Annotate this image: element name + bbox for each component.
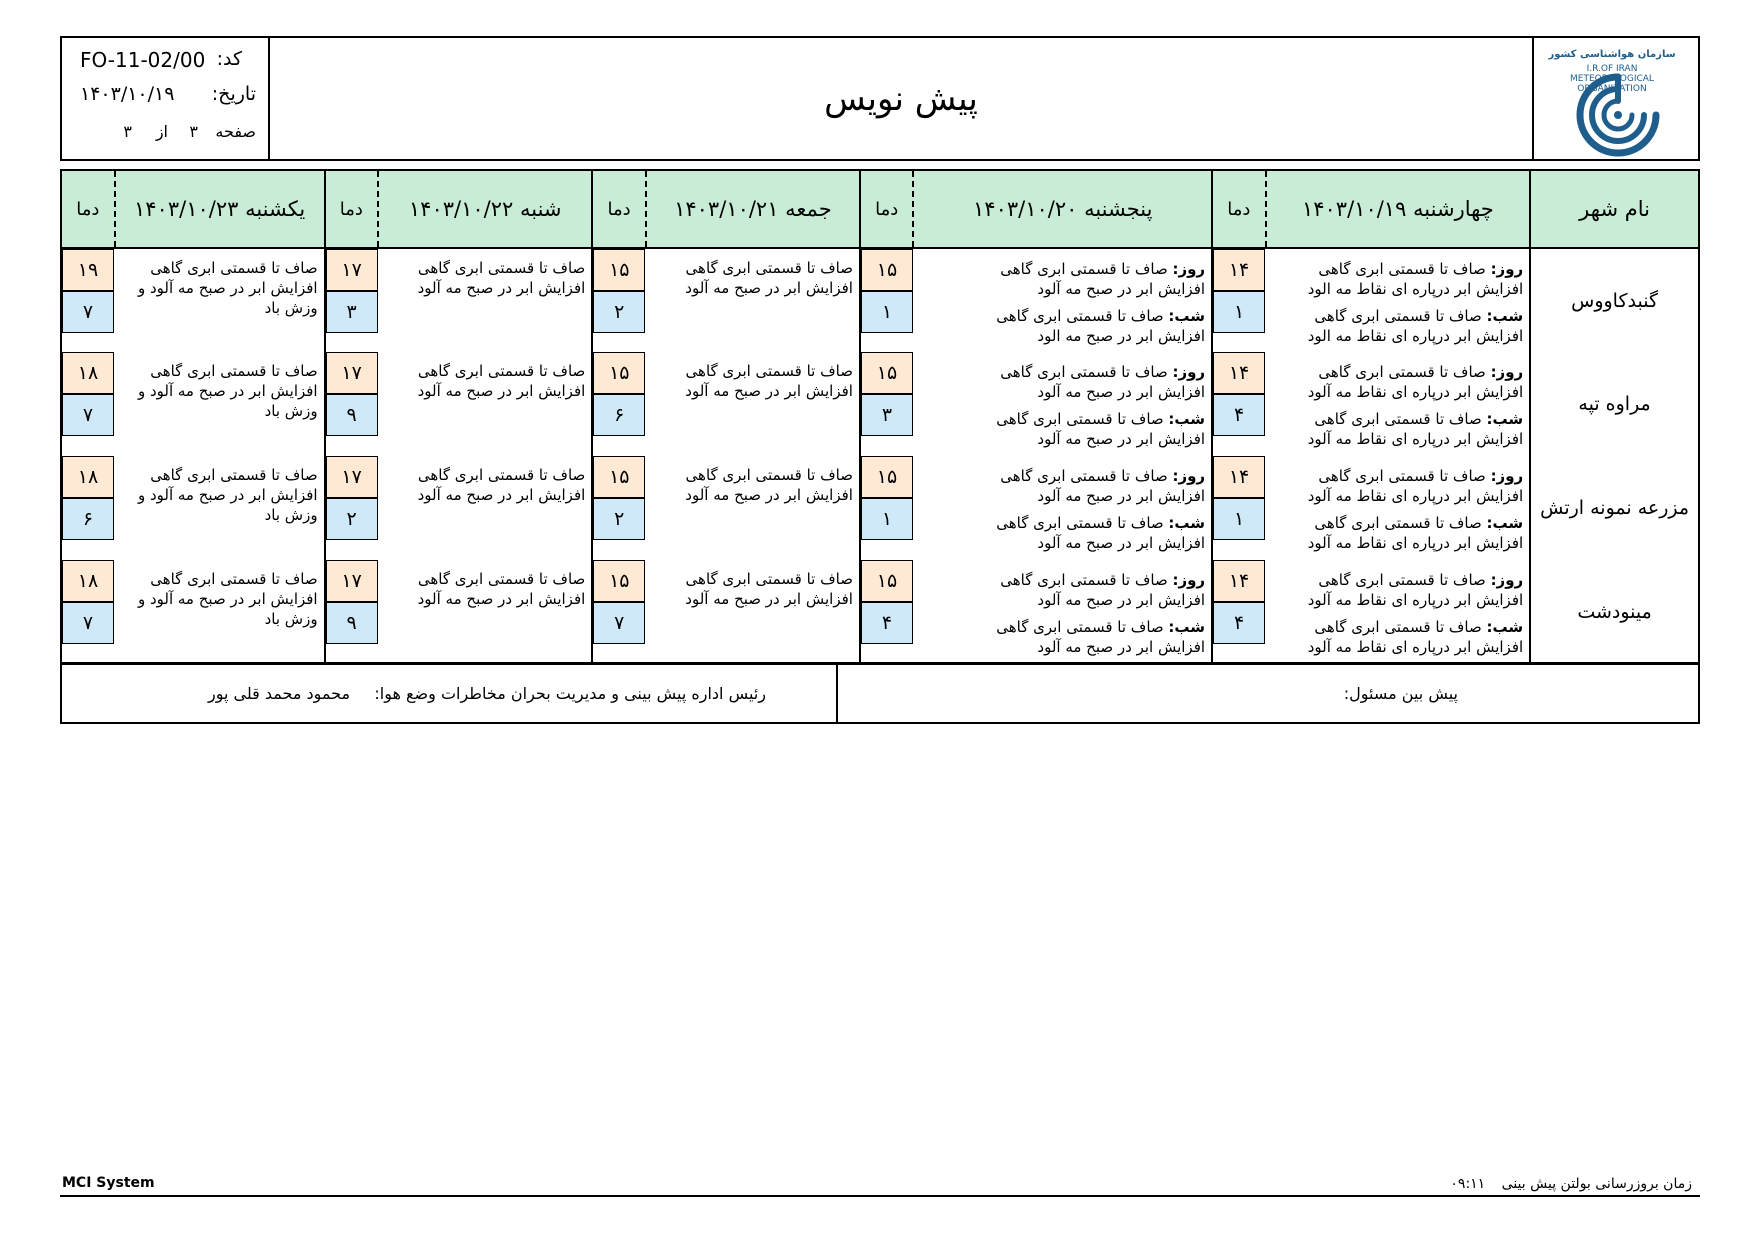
- day-text: صاف تا قسمتی ابری گاهی افزایش ابر در صبح مه آلود: [1000, 260, 1206, 298]
- max-temp: ۱۴: [1213, 249, 1265, 291]
- max-temp: ۱۹: [62, 249, 114, 291]
- min-temp: ۲: [593, 498, 645, 540]
- min-temp: ۶: [62, 498, 114, 540]
- day-header-5: یکشنبه ۱۴۰۳/۱۰/۲۳: [115, 170, 325, 248]
- day-night-forecast: [1266, 560, 1531, 664]
- forecast-desc: صاف تا قسمتی ابری گاهی افزایش ابر در صبح مه آلود: [417, 570, 586, 608]
- night-forecast: [1287, 617, 1523, 657]
- forecast-desc: صاف تا قسمتی ابری گاهی افزایش ابر در صبح مه آلود و وزش باد: [137, 259, 318, 317]
- forecast-desc: صاف تا قسمتی ابری گاهی افزایش ابر در صبح مه آلود: [685, 570, 853, 608]
- night-label: شب:: [1486, 307, 1524, 325]
- max-temp: ۱۴: [1213, 456, 1265, 498]
- forecast-text: [646, 560, 860, 664]
- day-label: روز:: [1172, 571, 1206, 589]
- max-temp: ۱۴: [1213, 352, 1265, 394]
- temps: [325, 456, 379, 560]
- update-label: زمان بروزرسانی بولتن پیش بینی: [1501, 1176, 1692, 1192]
- city-name: مینودشت: [1530, 560, 1699, 664]
- temps: [860, 456, 914, 560]
- max-temp: ۱۷: [326, 249, 378, 291]
- max-temp: ۱۵: [593, 352, 645, 394]
- min-temp: ۲: [326, 498, 378, 540]
- day-text: صاف تا قسمتی ابری گاهی افزایش ابر در صبح مه آلود: [1000, 571, 1206, 609]
- temps: [61, 560, 115, 664]
- forecast-desc: صاف تا قسمتی ابری گاهی افزایش ابر در صبح مه آلود: [685, 259, 853, 297]
- forecast-desc: صاف تا قسمتی ابری گاهی افزایش ابر در صبح مه آلود: [417, 259, 586, 297]
- day-label: روز:: [1490, 571, 1524, 589]
- day-text: صاف تا قسمتی ابری گاهی افزایش ابر درپاره ای نقاط مه آلود: [1307, 571, 1524, 609]
- night-text: صاف تا قسمتی ابری گاهی افزایش ابر در صبح مه آلود: [996, 618, 1206, 656]
- temps: [1212, 560, 1266, 664]
- table-row: [61, 352, 1699, 456]
- min-temp: ۷: [62, 602, 114, 644]
- page-of: از: [155, 122, 168, 141]
- head-label: رئیس اداره پیش بینی و مدیریت بحران مخاطرات وضع هوا:: [374, 684, 766, 703]
- day-forecast: [969, 570, 1205, 610]
- night-label: شب:: [1486, 410, 1524, 428]
- head-name: محمود محمد قلی پور: [208, 684, 351, 703]
- day-label: روز:: [1172, 467, 1206, 485]
- night-forecast: [969, 617, 1205, 657]
- day-header-4: شنبه ۱۴۰۳/۱۰/۲۲: [378, 170, 592, 248]
- night-text: صاف تا قسمتی ابری گاهی افزایش ابر درپاره ای نقاط مه آلود: [1307, 410, 1524, 448]
- day-night-forecast: [913, 352, 1212, 456]
- max-temp: ۱۷: [326, 560, 378, 602]
- day-header-2: پنجشنبه ۱۴۰۳/۱۰/۲۰: [913, 170, 1212, 248]
- min-temp: ۱: [861, 498, 913, 540]
- max-temp: ۱۸: [62, 560, 114, 602]
- temps: [325, 352, 379, 456]
- night-forecast: [969, 306, 1205, 346]
- min-temp: ۴: [1213, 394, 1265, 436]
- night-text: صاف تا قسمتی ابری گاهی افزایش ابر در صبح مه الود: [996, 307, 1206, 345]
- max-temp: ۱۸: [62, 352, 114, 394]
- day-header-1: چهارشنبه ۱۴۰۳/۱۰/۱۹: [1266, 170, 1531, 248]
- temps: [592, 560, 646, 664]
- forecast-text: [378, 352, 592, 456]
- logo-text-en-1: I.R.OF IRAN: [1586, 64, 1638, 74]
- forecast-desc: صاف تا قسمتی ابری گاهی افزایش ابر در صبح مه آلود: [685, 362, 853, 400]
- night-text: صاف تا قسمتی ابری گاهی افزایش ابر درپاره ای نقاط مه آلود: [1307, 618, 1524, 656]
- day-text: صاف تا قسمتی ابری گاهی افزایش ابر درپاره ای نقاط مه الود: [1307, 260, 1524, 298]
- temps: [860, 352, 914, 456]
- day-night-forecast: [913, 456, 1212, 560]
- logo-text-en-3: ORGANIZATION: [1577, 84, 1647, 94]
- min-temp: ۴: [1213, 602, 1265, 644]
- min-temp: ۹: [326, 602, 378, 644]
- forecast-text: [115, 560, 325, 664]
- forecast-text: [646, 352, 860, 456]
- temps: [860, 248, 914, 352]
- temps: [325, 248, 379, 352]
- day-night-forecast: [1266, 248, 1531, 352]
- update-time: ۰۹:۱۱: [1450, 1176, 1486, 1192]
- day-text: صاف تا قسمتی ابری گاهی افزایش ابر در صبح مه آلود: [1000, 363, 1206, 401]
- max-temp: ۱۵: [861, 249, 913, 291]
- min-temp: ۷: [62, 394, 114, 436]
- day-label: روز:: [1172, 260, 1206, 278]
- form-header: [60, 36, 1700, 161]
- forecast-desc: صاف تا قسمتی ابری گاهی افزایش ابر در صبح مه آلود: [417, 362, 586, 400]
- day-forecast: [1287, 570, 1523, 610]
- temps: [860, 560, 914, 664]
- max-temp: ۱۵: [593, 456, 645, 498]
- day-forecast: [1287, 466, 1523, 506]
- table-row: [61, 456, 1699, 560]
- night-text: صاف تا قسمتی ابری گاهی افزایش ابر در صبح مه آلود: [996, 514, 1206, 552]
- city-header: نام شهر: [1530, 170, 1699, 248]
- max-temp: ۱۵: [861, 560, 913, 602]
- temp-header-4: دما: [325, 170, 379, 248]
- temp-header-1: دما: [1212, 170, 1266, 248]
- city-name: گنبدکاووس: [1530, 248, 1699, 352]
- min-temp: ۱: [1213, 291, 1265, 333]
- temps: [1212, 456, 1266, 560]
- day-label: روز:: [1172, 363, 1206, 381]
- day-night-forecast: [1266, 352, 1531, 456]
- day-night-forecast: [913, 248, 1212, 352]
- max-temp: ۱۵: [593, 560, 645, 602]
- min-temp: ۳: [861, 394, 913, 436]
- temp-header-5: دما: [61, 170, 115, 248]
- min-temp: ۹: [326, 394, 378, 436]
- day-label: روز:: [1490, 363, 1524, 381]
- code-value: FO-11-02/00: [80, 48, 206, 72]
- form-meta: [62, 38, 270, 159]
- night-text: صاف تا قسمتی ابری گاهی افزایش ابر درپاره ای نقاط مه آلود: [1307, 514, 1524, 552]
- night-forecast: [1287, 306, 1523, 346]
- min-temp: ۱: [1213, 498, 1265, 540]
- night-forecast: [1287, 409, 1523, 449]
- day-label: روز:: [1490, 467, 1524, 485]
- day-forecast: [1287, 362, 1523, 402]
- min-temp: ۱: [861, 291, 913, 333]
- forecast-desc: صاف تا قسمتی ابری گاهی افزایش ابر در صبح مه آلود و وزش باد: [137, 362, 318, 420]
- max-temp: ۱۵: [593, 249, 645, 291]
- date-value: ۱۴۰۳/۱۰/۱۹: [80, 83, 175, 105]
- day-text: صاف تا قسمتی ابری گاهی افزایش ابر درپاره ای نقاط مه آلود: [1307, 363, 1524, 401]
- min-temp: ۲: [593, 291, 645, 333]
- forecast-text: [378, 560, 592, 664]
- forecast-desc: صاف تا قسمتی ابری گاهی افزایش ابر در صبح مه آلود و وزش باد: [137, 466, 318, 524]
- page-title: پیش نویس: [824, 78, 978, 119]
- temps: [61, 352, 115, 456]
- day-header-3: جمعه ۱۴۰۳/۱۰/۲۱: [646, 170, 860, 248]
- min-temp: ۶: [593, 394, 645, 436]
- logo-text-en-2: METEOROLOGICAL: [1570, 74, 1654, 84]
- max-temp: ۱۷: [326, 456, 378, 498]
- page-total: ۳: [123, 122, 132, 141]
- logo-text-fa: سازمان هواشناسی کشور: [1548, 49, 1676, 60]
- day-forecast: [969, 259, 1205, 299]
- night-forecast: [1287, 513, 1523, 553]
- day-forecast: [969, 466, 1205, 506]
- forecast-text: [115, 248, 325, 352]
- day-text: صاف تا قسمتی ابری گاهی افزایش ابر در صبح مه آلود: [1000, 467, 1206, 505]
- day-night-forecast: [1266, 456, 1531, 560]
- temps: [592, 248, 646, 352]
- temps: [592, 352, 646, 456]
- night-label: شب:: [1168, 514, 1206, 532]
- night-label: شب:: [1486, 514, 1524, 532]
- forecaster-label: پیش بین مسئول:: [1343, 684, 1458, 703]
- max-temp: ۱۸: [62, 456, 114, 498]
- forecast-desc: صاف تا قسمتی ابری گاهی افزایش ابر در صبح مه آلود و وزش باد: [137, 570, 318, 628]
- temps: [1212, 248, 1266, 352]
- day-forecast: [969, 362, 1205, 402]
- day-label: روز:: [1490, 260, 1524, 278]
- signature-divider: [836, 664, 838, 722]
- forecast-desc: صاف تا قسمتی ابری گاهی افزایش ابر در صبح مه آلود: [685, 466, 853, 504]
- forecast-text: [115, 352, 325, 456]
- temps: [325, 560, 379, 664]
- min-temp: ۷: [62, 291, 114, 333]
- max-temp: ۱۵: [861, 456, 913, 498]
- logo: [1532, 38, 1698, 159]
- date-label: تاریخ:: [211, 83, 256, 105]
- night-text: صاف تا قسمتی ابری گاهی افزایش ابر در صبح مه آلود: [996, 410, 1206, 448]
- table-row: [61, 248, 1699, 352]
- min-temp: ۳: [326, 291, 378, 333]
- temp-header-2: دما: [860, 170, 914, 248]
- forecast-table: [60, 169, 1700, 665]
- max-temp: ۱۴: [1213, 560, 1265, 602]
- day-night-forecast: [913, 560, 1212, 664]
- max-temp: ۱۵: [861, 352, 913, 394]
- update-info: [1450, 1176, 1692, 1192]
- night-label: شب:: [1168, 618, 1206, 636]
- city-name: مراوه تپه: [1530, 352, 1699, 456]
- min-temp: ۴: [861, 602, 913, 644]
- city-name: مزرعه نمونه ارتش: [1530, 456, 1699, 560]
- forecast-text: [115, 456, 325, 560]
- system-name: MCI System: [62, 1175, 155, 1191]
- min-temp: ۷: [593, 602, 645, 644]
- day-forecast: [1287, 259, 1523, 299]
- temps: [61, 248, 115, 352]
- footer-divider: [60, 1195, 1700, 1197]
- forecast-text: [378, 248, 592, 352]
- table-row: [61, 560, 1699, 664]
- page-label: صفحه: [215, 122, 256, 141]
- forecast-text: [646, 456, 860, 560]
- page-current: ۳: [189, 122, 198, 141]
- max-temp: ۱۷: [326, 352, 378, 394]
- night-forecast: [969, 513, 1205, 553]
- forecast-desc: صاف تا قسمتی ابری گاهی افزایش ابر در صبح مه آلود: [417, 466, 586, 504]
- night-label: شب:: [1486, 618, 1524, 636]
- day-text: صاف تا قسمتی ابری گاهی افزایش ابر درپاره ای نقاط مه آلود: [1307, 467, 1524, 505]
- signature-section: [60, 662, 1700, 724]
- night-forecast: [969, 409, 1205, 449]
- forecast-text: [378, 456, 592, 560]
- night-label: شب:: [1168, 410, 1206, 428]
- night-text: صاف تا قسمتی ابری گاهی افزایش ابر درپاره ای نقاط مه الود: [1307, 307, 1524, 345]
- temps: [61, 456, 115, 560]
- forecast-text: [646, 248, 860, 352]
- temps: [1212, 352, 1266, 456]
- night-label: شب:: [1168, 307, 1206, 325]
- temps: [592, 456, 646, 560]
- code-label: کد:: [216, 48, 242, 70]
- temp-header-3: دما: [592, 170, 646, 248]
